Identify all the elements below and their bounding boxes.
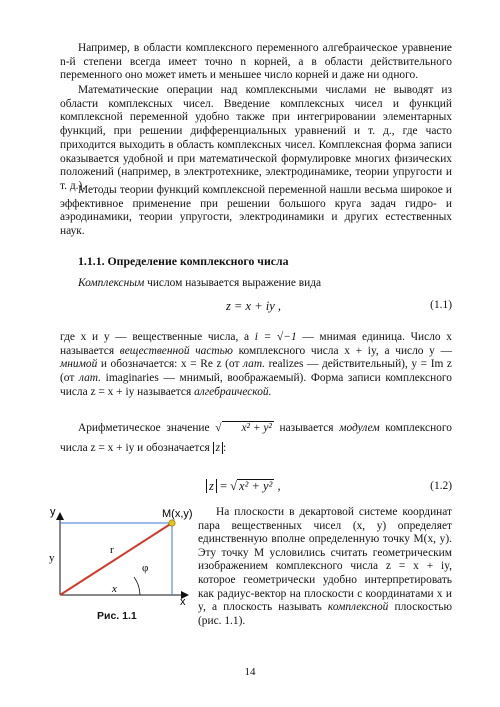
term-complex-plane: комплексной bbox=[327, 601, 389, 614]
p4-text-4: и обозначается: x = Re z (от bbox=[97, 358, 244, 371]
p6-text-2: плоскостью (рис. 1.1). bbox=[198, 601, 452, 627]
abbr-latin-1: лат. bbox=[243, 358, 266, 371]
equation-2-lhs: z bbox=[206, 479, 217, 493]
paragraph-1: Например, в области комплексного переменного алгебраическое уравнение n-й степени всегда имеет точно n корней, а в области действительного переменного оно может иметь и меньшее число корней и даже ни одного. bbox=[60, 42, 452, 82]
p4-text-3: комплексного числа x + iy, а число y — bbox=[232, 344, 452, 357]
term-algebraic: алгебраической. bbox=[194, 385, 272, 398]
term-real-part: вещественной частью bbox=[119, 344, 233, 357]
modulus-sqrt-expression: x² + y² bbox=[222, 421, 274, 434]
p6-text-1: На плоскости в декартовой системе координат пара вещественных чисел (x, y) определяет единственную вполне определенную точку M(x, y). Эту точку M условились считать геометрическим изображением комплексного числа z = x + iy, которое геометрически удобно интерпретировать как радиус-вектор на плоскости с координатами x и y, а плоскость называть bbox=[198, 506, 452, 614]
x-axis-label: x bbox=[180, 596, 186, 605]
abbr-latin-2: лат. bbox=[78, 372, 101, 385]
paragraph-2: Математические операции над комплексными числами не выводят из области комплексных чисел. Введение комплексных чисел и функций комплексной переменной удобно также при интегрировании элементарных функций, при решении дифференциальных уравнений и т. д., где часто приходится выходить в область комплексных чисел. Комплексная форма записи оказывается удобной и при математической формулировке многих физических положений (например, в электротехнике, электродинамике, теории упругости и т. д.). bbox=[60, 84, 452, 192]
paragraph-5: Арифметическое значение √ x² + y² называется модулем комплексного числа z = x + iy и обозначается z : bbox=[60, 422, 452, 454]
term-imaginary-part: мнимой bbox=[60, 358, 98, 371]
definition-line bbox=[78, 277, 321, 289]
angle-label: φ bbox=[142, 562, 149, 574]
p5-text-3: комплексного числа z = x + iy и обозначается bbox=[60, 422, 452, 454]
point-m-label: M(x,y) bbox=[162, 508, 193, 520]
radius-label: r bbox=[110, 544, 114, 556]
equation-2: z = √ x² + y² , bbox=[206, 479, 281, 494]
paragraph-3: Методы теории функций комплексной переменной нашли весьма широкое и эффективное применение при решении большого круга задач гидро- и аэродинамики, теории упругости, электродинамики и других естественных наук. bbox=[60, 184, 452, 238]
y-coordinate-label: y bbox=[49, 552, 55, 564]
equation-2-rhs: x² + y² bbox=[239, 479, 273, 493]
p5-text-4: : bbox=[223, 442, 227, 454]
section-heading: 1.1.1. Определение комплексного числа bbox=[78, 254, 289, 268]
term-modulus: модулем bbox=[339, 422, 380, 434]
complex-plane-figure bbox=[48, 505, 198, 605]
page-number: 14 bbox=[244, 666, 256, 678]
paragraph-6 bbox=[198, 506, 452, 628]
imaginary-unit-formula: i = √−1 bbox=[254, 331, 297, 343]
figure-caption: Рис. 1.1 bbox=[97, 610, 137, 622]
equation-1-number: (1.1) bbox=[430, 299, 452, 311]
p4-text-1: где x и y — вещественные числа, а bbox=[60, 331, 255, 343]
angle-arc bbox=[134, 577, 140, 595]
x-coordinate-label: x bbox=[112, 583, 117, 595]
p4-text-6: imaginaries — мнимый, воображаемый). Форма записи комплексного числа z = x + iy называется bbox=[60, 372, 452, 398]
definition-term: Комплексным bbox=[78, 277, 145, 289]
definition-text: числом называется выражение вида bbox=[144, 277, 322, 289]
p4-text-2: — мнимая единица. Число x называется bbox=[60, 331, 452, 357]
p4-text-5: realizes — действительный), y = Im z (от bbox=[60, 358, 452, 385]
point-m bbox=[169, 520, 175, 526]
equation-2-number: (1.2) bbox=[430, 480, 452, 492]
y-axis-label: y bbox=[50, 506, 56, 518]
p5-text-1: Арифметическое значение bbox=[78, 422, 216, 434]
paragraph-4 bbox=[60, 331, 452, 400]
p5-text-2: называется bbox=[273, 422, 340, 434]
equation-1: z = x + iy , bbox=[226, 299, 282, 313]
abs-z: z bbox=[213, 442, 223, 454]
